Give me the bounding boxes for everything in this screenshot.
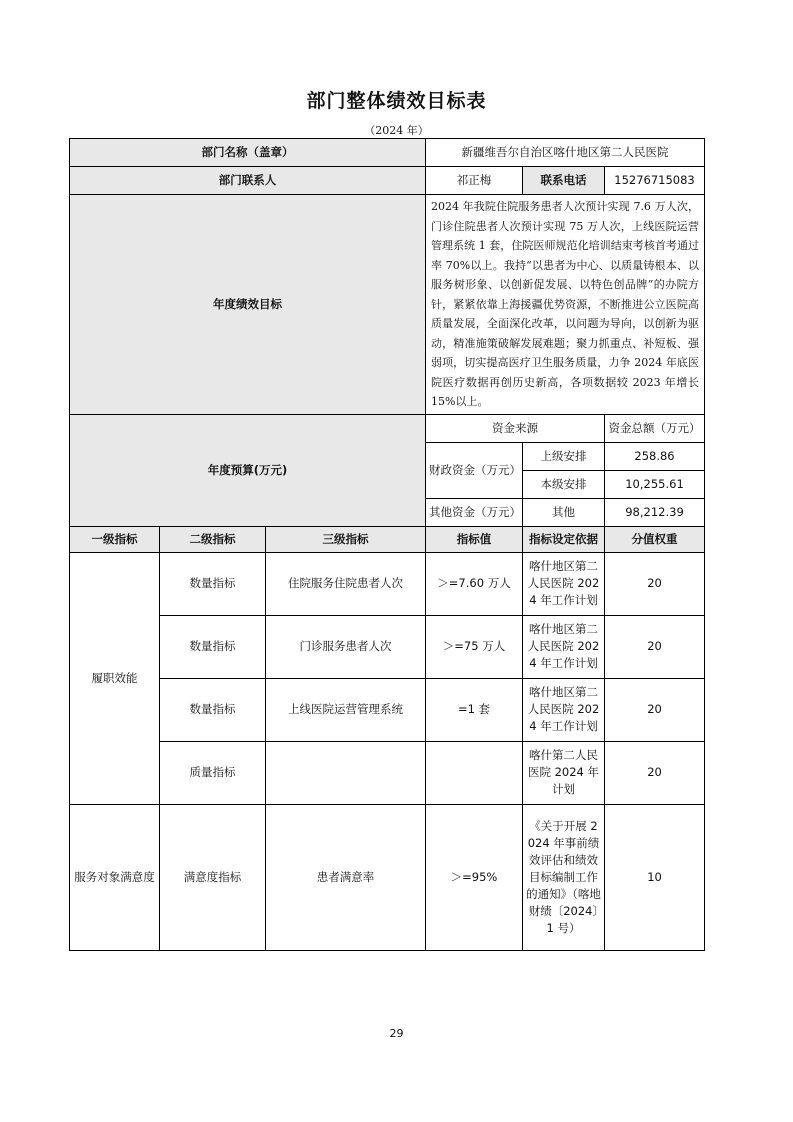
- indicator-basis: 喀什地区第二人民医院 2024 年工作计划: [523, 552, 605, 615]
- level2-indicator: 质量指标: [160, 741, 266, 804]
- level2-indicator: 满意度指标: [160, 804, 266, 950]
- budget-header-row: [70, 414, 705, 442]
- fund-total-header: 资金总额（万元）: [605, 414, 705, 442]
- col-header-level2: 二级指标: [160, 526, 266, 552]
- annual-goal-label: 年度绩效目标: [70, 195, 426, 415]
- page-title: 部门整体绩效目标表: [306, 90, 487, 112]
- table-row: [70, 552, 705, 615]
- indicator-weight: 10: [605, 804, 705, 950]
- indicator-value: ＞=7.60 万人: [426, 552, 523, 615]
- col-header-weight: 分值权重: [605, 526, 705, 552]
- col-header-value: 指标值: [426, 526, 523, 552]
- level2-indicator: 数量指标: [160, 552, 266, 615]
- other-fund-value: 98,212.39: [605, 498, 705, 526]
- indicator-basis: 喀什第二人民医院 2024 年计划: [523, 741, 605, 804]
- annual-goal-row: [70, 195, 705, 415]
- contact-value: 祁正梅: [426, 167, 523, 195]
- level3-indicator: 上线医院运营管理系统: [266, 678, 426, 741]
- fund-source-header: 资金来源: [426, 414, 605, 442]
- indicator-basis: 《关于开展 2024 年事前绩效评估和绩效目标编制工作的通知》（喀地财绩〔2024〕1 号）: [523, 804, 605, 950]
- performance-target-table: [69, 138, 705, 951]
- indicator-basis: 喀什地区第二人民医院 2024 年工作计划: [523, 678, 605, 741]
- other-fund-label: 其他资金（万元）: [426, 498, 523, 526]
- dept-name-label: 部门名称（盖章）: [70, 139, 426, 167]
- indicator-value: =1 套: [426, 678, 523, 741]
- dept-name-row: [70, 139, 705, 167]
- page-number: 29: [389, 1027, 404, 1040]
- level3-indicator: 门诊服务患者人次: [266, 615, 426, 678]
- indicator-value: [426, 741, 523, 804]
- level1-indicator: 服务对象满意度: [70, 804, 160, 950]
- level2-indicator: 数量指标: [160, 615, 266, 678]
- dept-name-value: 新疆维吾尔自治区喀什地区第二人民医院: [426, 139, 705, 167]
- upper-arrangement-value: 258.86: [605, 442, 705, 470]
- col-header-basis: 指标设定依据: [523, 526, 605, 552]
- indicator-weight: 20: [605, 615, 705, 678]
- level3-indicator: [266, 741, 426, 804]
- indicator-weight: 20: [605, 741, 705, 804]
- col-header-level1: 一级指标: [70, 526, 160, 552]
- fiscal-fund-label: 财政资金（万元）: [426, 442, 523, 498]
- table-row: [70, 615, 705, 678]
- indicator-value: ＞=75 万人: [426, 615, 523, 678]
- phone-value: 15276715083: [605, 167, 705, 195]
- table-row: [70, 741, 705, 804]
- indicator-basis: 喀什地区第二人民医院 2024 年工作计划: [523, 615, 605, 678]
- level3-indicator: 住院服务住院患者人次: [266, 552, 426, 615]
- annual-goal-text: 2024 年我院住院服务患者人次预计实现 7.6 万人次，门诊住院患者人次预计实现 75 万人次，上线医院运营管理系统 1 套，住院医师规范化培训结束考核首考通过率 70%以上。我持“以患者为中心、以质量铸根本、以服务树形象、以创新促发展、以特色创品牌”的办院方针，紧紧依靠上海援疆优势资源，不断推进公立医院高质量发展，全面深化改革，以问题为导向，以创新为驱动，精准施策破解发展难题；聚力抓重点、补短板、强弱项，切实提高医疗卫生服务质量，力争 2024 年底医院医疗数据再创历史新高，各项数据较 2023 年增长 15%以上。: [426, 195, 705, 415]
- level3-indicator: 患者满意率: [266, 804, 426, 950]
- table-row: [70, 804, 705, 950]
- level2-indicator: 数量指标: [160, 678, 266, 741]
- other-fund-sub: 其他: [523, 498, 605, 526]
- indicator-weight: 20: [605, 678, 705, 741]
- indicator-weight: 20: [605, 552, 705, 615]
- local-arrangement-value: 10,255.61: [605, 470, 705, 498]
- level1-indicator: 履职效能: [70, 552, 160, 804]
- table-row: [70, 678, 705, 741]
- col-header-level3: 三级指标: [266, 526, 426, 552]
- contact-label: 部门联系人: [70, 167, 426, 195]
- indicator-value: ＞=95%: [426, 804, 523, 950]
- indicator-header-row: [70, 526, 705, 552]
- annual-budget-label: 年度预算(万元): [70, 414, 426, 526]
- dept-contact-row: [70, 167, 705, 195]
- phone-label: 联系电话: [523, 167, 605, 195]
- year-label: （2024 年）: [364, 124, 429, 137]
- upper-arrangement-label: 上级安排: [523, 442, 605, 470]
- local-arrangement-label: 本级安排: [523, 470, 605, 498]
